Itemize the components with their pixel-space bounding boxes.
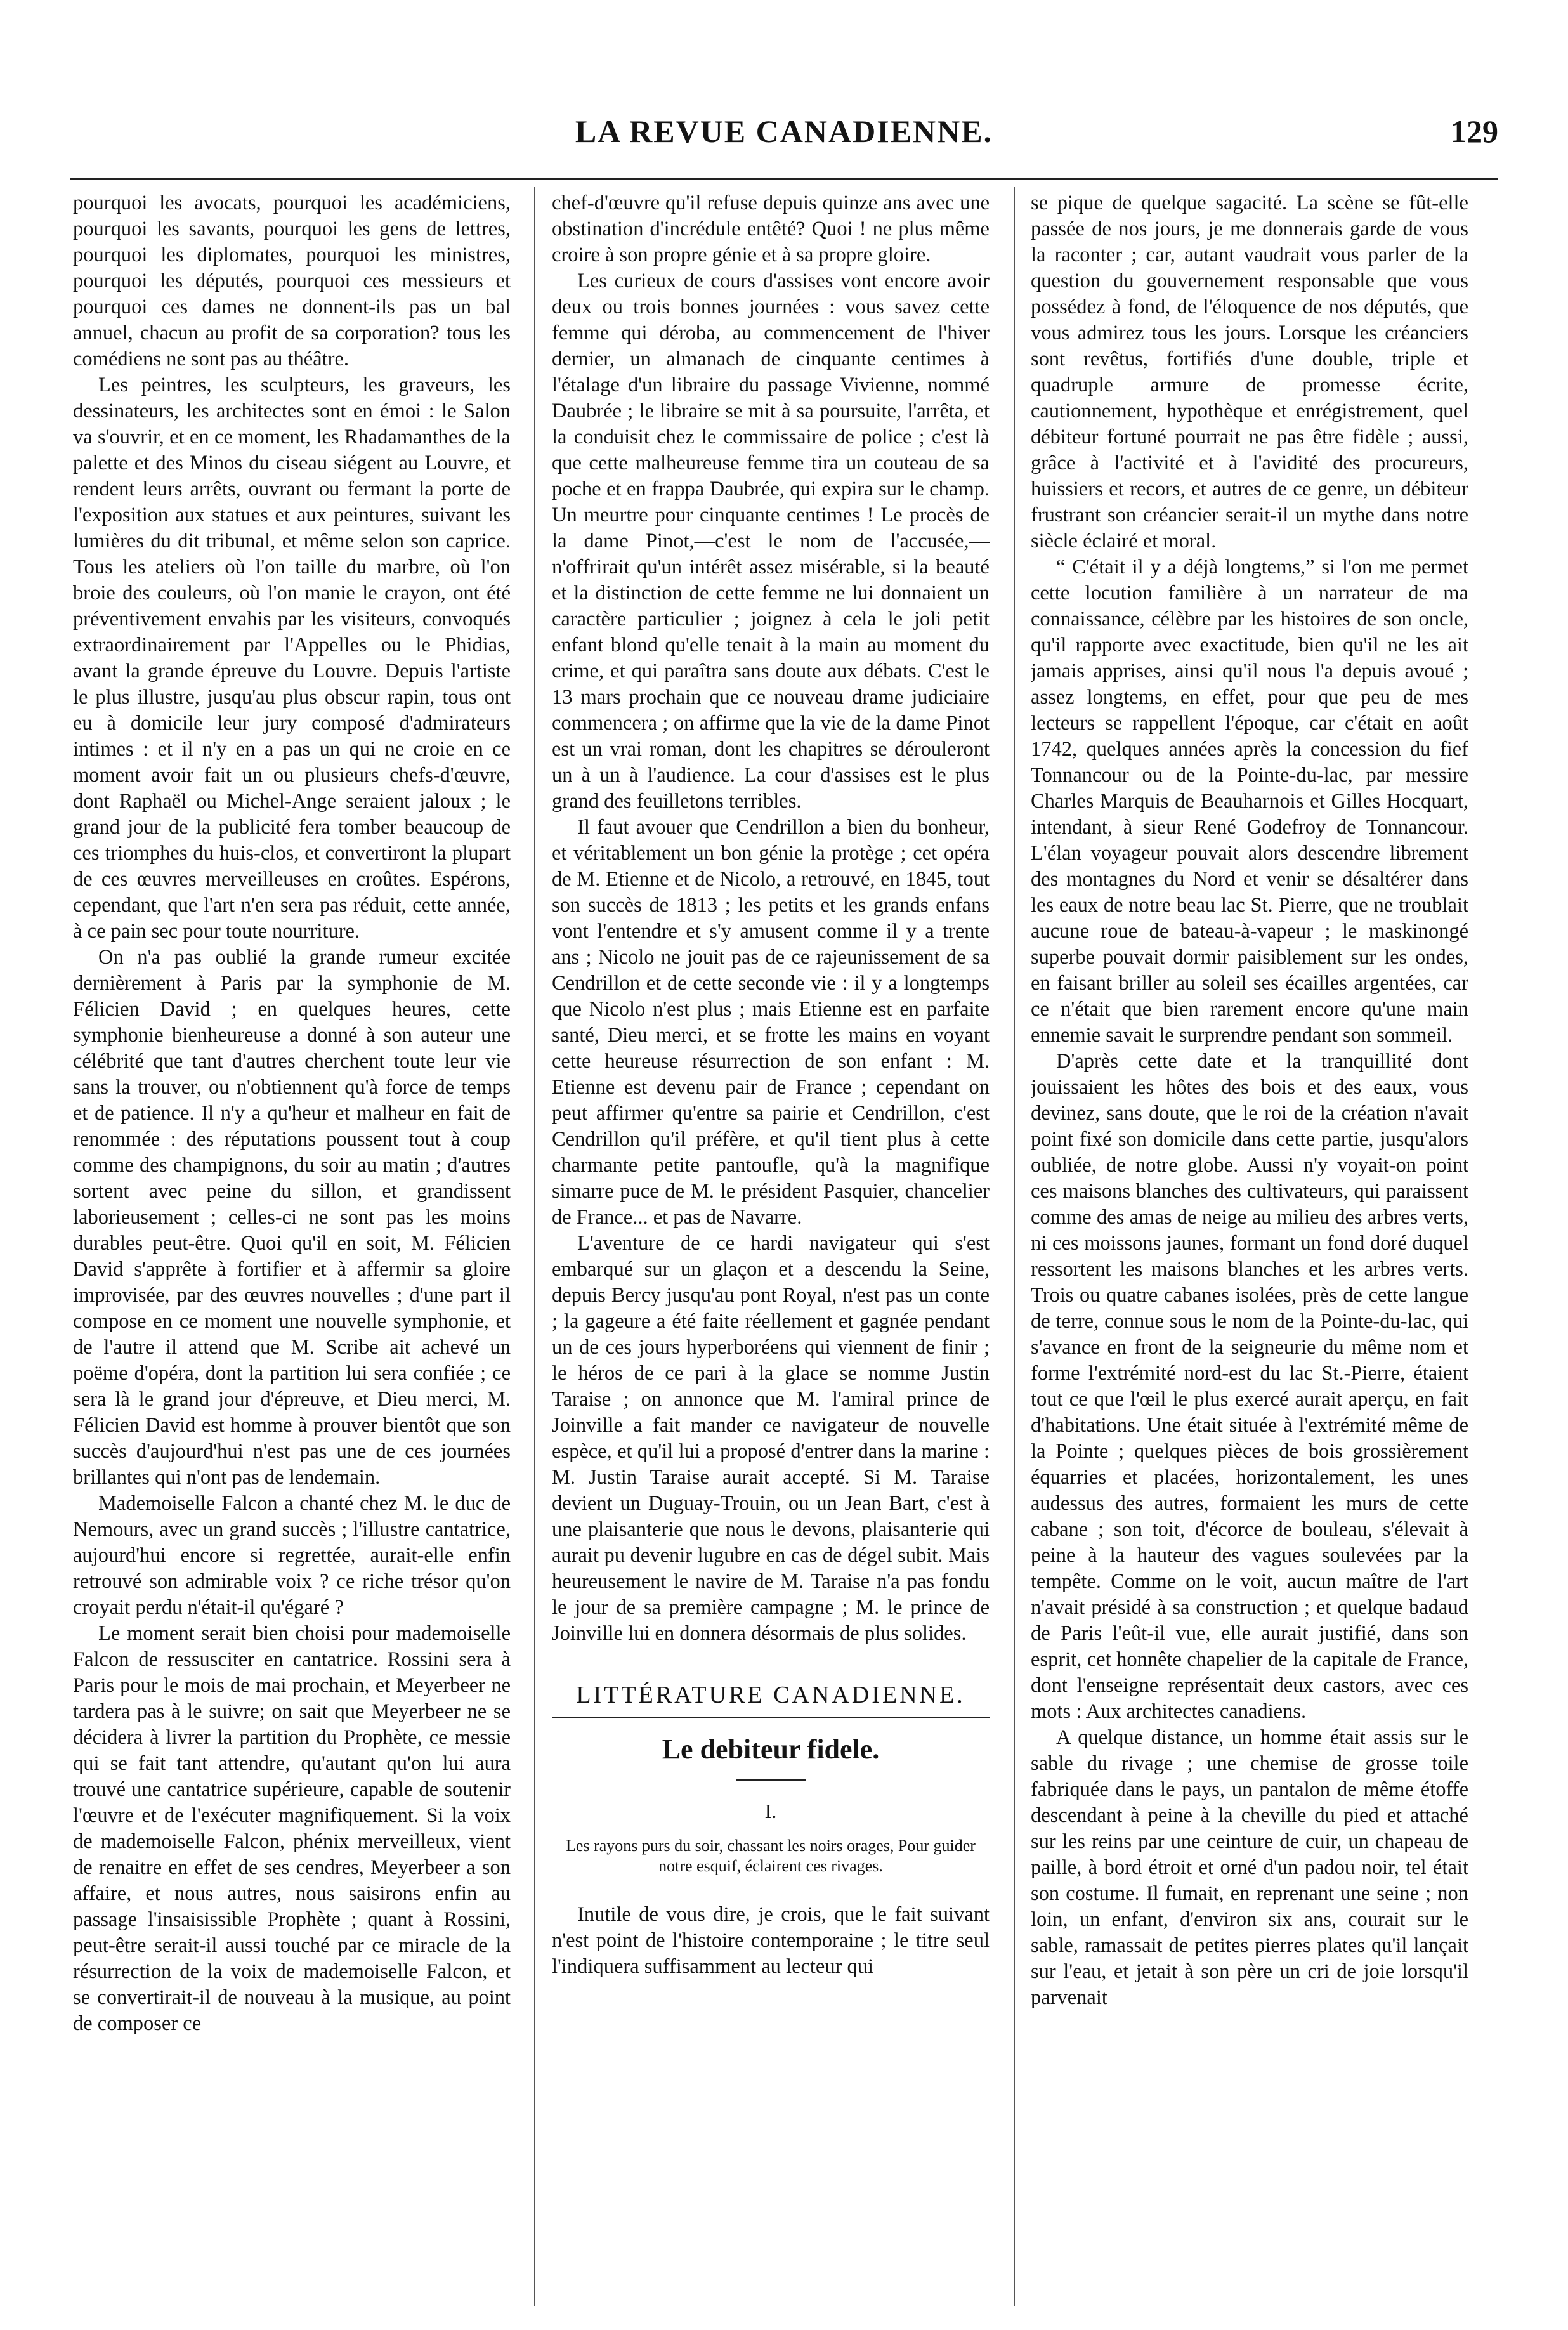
paragraph: D'après cette date et la tranquillité dont jouissaient les hôtes des bois et des eaux, vous devinez, sans doute, que le roi de la création n'avait point fixé son domicile dans cette partie, jusqu'alors oubliée, de notre globe. Aussi n'y voyait-on point ces maisons blanches des cultivateurs, qui paraissent comme des amas de neige au milieu des arbres verts, ni ces moissons jaunes, formant un fond doré duquel ressortent les maisons blanches et les arbres verts. Trois ou quatre cabanes isolées, près de cette langue de terre, connue sous le nom de la Pointe-du-lac, qui s'avance en front de la seigneurie du même nom et forme l'extrémité nord-est du lac St.-Pierre, étaient tout ce que l'œil le plus exercé aurait aperçu, en fait d'habitations. Une était située à l'extrémité même de la Pointe ; quelques pièces de bois grossièrement équarries et placées, horizontalement, les unes audessus des autres, formaient les murs de cette cabane ; son toit, d'écorce de bouleau, s'élevait à peine à la hauteur des vagues soulevées par la tempête. Comme on le voit, aucun maître de l'art n'avait présidé à sa construction ; et quelque badaud de Paris l'eût-il vue, elle aurait justifié, dans son esprit, cet honnête chapelier de la capitale de France, dont l'enseigne représentait deux castors, avec ces mots : Aux architectes canadiens. [1031, 1050, 1468, 1723]
column-divider [1014, 187, 1015, 2306]
paragraph: On n'a pas oublié la grande rumeur excitée dernièrement à Paris par la symphonie de M. Félicien David ; en quelques heures, cette symphonie bienheureuse a donné à son auteur une célébrité que tant d'autres cherchent toute leur vie sans la trouver, ou n'obtiennent qu'à force de temps et de patience. Il n'y a qu'heur et malheur en fait de renommée : des réputations poussent tout à coup comme des champignons, du soir au matin ; d'autres sortent avec peine du sillon, et grandissent laborieusement ; celles-ci ne sont pas les moins durables peut-être. Quoi qu'il en soit, M. Félicien David s'apprête à fortifier et à affermir sa gloire improvisée, par des œuvres nouvelles ; d'une part il compose en ce moment une nouvelle symphonie, et de l'autre il attend que M. Scribe ait achevé un poëme d'opéra, dont la partition lui sera confiée ; ce sera là le grand jour d'épreuve, et Dieu merci, M. Félicien David est homme à prouver bientôt que son succès d'aujourd'hui n'est pas une de ces journées brillantes qui n'ont pas de lendemain. [73, 946, 511, 1489]
paragraph: Les peintres, les sculpteurs, les graveurs, les dessinateurs, les architectes sont en émoi : le Salon va s'ouvrir, et en ce moment, les Rhadamanthes de la palette et des Minos du ciseau siégent au Louvre, et rendent leurs arrêts, ouvrant ou fermant la porte de l'exposition aux statues et aux peintures, suivant les lumières du dit tribunal, et même selon son caprice. Tous les ateliers où l'on taille du marbre, où l'on broie des couleurs, où l'on manie le crayon, ont été préventivement envahis par les visiteurs, convoqués extraordinairement par l'Appelles ou le Phidias, avant la grande épreuve du Louvre. Depuis l'artiste le plus illustre, jusqu'au plus obscur rapin, tous ont eu à domicile leur jury composé d'admirateurs intimes : et il n'y en a pas un qui ne croie en ce moment avoir fait un ou plusieurs chefs-d'œuvre, dont Raphaël ou Michel-Ange seraient jaloux ; le grand jour de la publicité fera tomber beaucoup de ces triomphes du huis-clos, et convertiront la plupart de ces œuvres merveilleuses en croûtes. Espérons, cependant, que l'art n'en sera pas réduit, cette année, à ce pain sec pour toute nourriture. [73, 374, 511, 943]
section-rule [552, 1717, 990, 1718]
paragraph: Inutile de vous dire, je crois, que le fait suivant n'est point de l'histoire contemporaine ; le titre seul l'indiquera suffisamment au lecteur qui [552, 1903, 990, 1978]
title-rule [736, 1779, 806, 1781]
paragraph: A quelque distance, un homme était assis sur le sable du rivage ; une chemise de grosse toile fabriquée dans le pays, un pantalon de même étoffe descendant à peine à la cheville du pied et attaché sur les reins par une ceinture de cuir, un chapeau de paille, à bord étroit et orné d'un padou noir, tel était son costume. Il fumait, en reprenant une seine ; non loin, un enfant, d'environ six ans, courait sur le sable, ramassait de petites pierres plates qu'il lançait sur l'eau, et jetait à son père un cri de joie lorsqu'il parvenait [1031, 1726, 1468, 2009]
paragraph: L'aventure de ce hardi navigateur qui s'est embarqué sur un glaçon et a descendu la Seine, depuis Bercy jusqu'au pont Royal, n'est pas un conte ; la gageure a été faite réellement et gagnée pendant un de ces jours hyperboréens qui viennent de finir ; le héros de ce pari à la glace se nomme Justin Taraise ; on annonce que M. l'amiral prince de Joinville a fait mander ce navigateur de nouvelle espèce, et qu'il lui a proposé d'entrer dans la marine : M. Justin Taraise aurait accepté. Si M. Taraise devient un Duguay-Trouin, ou un Jean Bart, c'est à une plaisanterie que nous le devons, plaisanterie qui aurait pu devenir lugubre en cas de dégel subit. Mais heureusement le navire de M. Taraise n'a pas fondu le jour de sa première campagne ; M. le prince de Joinville lui en donnera désormais de plus solides. [552, 1232, 990, 1645]
column-1 [73, 190, 511, 2303]
column-divider [534, 187, 535, 2306]
section-rule [552, 1666, 990, 1672]
page-number: 129 [1451, 114, 1498, 149]
paragraph: Il faut avouer que Cendrillon a bien du bonheur, et véritablement un bon génie la protège ; cet opéra de M. Etienne et de Nicolo, a retrouvé, en 1845, tout son succès de 1813 ; les petits et les grands enfans vont l'entendre et s'y amusent comme il y a trente ans ; Nicolo ne jouit pas de ce rajeunissement de sa Cendrillon et de cette seconde vie : il y a longtemps que Nicolo n'est plus ; mais Etienne est en parfaite santé, Dieu merci, et se frotte les mains en voyant cette heureuse résurrection de son enfant : M. Etienne est devenu pair de France ; cependant on peut affirmer qu'entre sa pairie et Cendrillon, c'est Cendrillon qu'il préfère, et qu'il tient plus à cette charmante petite pantoufle, qu'à la magnifique simarre puce de M. le président Pasquier, chancelier de France... et pas de Navarre. [552, 816, 990, 1229]
paragraph: se pique de quelque sagacité. La scène se fût-elle passée de nos jours, je me donnerais garde de vous la raconter ; car, autant vaudrait vous parler de la question du gouvernement responsable que vous possédez à fond, de l'éloquence de nos députés, que vous admirez tous les jours. Lorsque les créanciers sont revêtus, fortifiés d'une double, triple et quadruple armure de promesse écrite, cautionnement, hypothèque et enrégistrement, quel débiteur fortuné pourrait ne pas être fidèle ; aussi, grâce à l'activité et à l'avidité des procureurs, huissiers et recors, et autres de ce genre, un débiteur frustrant son créancier serait-il un mythe dans notre siècle éclairé et moral. [1031, 192, 1468, 553]
epigraph: Les rayons purs du soir, chassant les noirs orages, Pour guider notre esquif, éclairent ces rivages. [566, 1836, 976, 1875]
page-header [70, 113, 1498, 176]
story-title: Le debiteur fidele. [662, 1734, 880, 1765]
section-title: LITTÉRATURE CANADIENNE. [576, 1682, 965, 1708]
paragraph: Les curieux de cours d'assises vont encore avoir deux ou trois bonnes journées : vous savez cette femme qui déroba, au commencement de l'hiver dernier, un almanach de cinquante centimes à l'étalage d'un libraire du passage Vivienne, nommé Daubrée ; le libraire se mit à sa poursuite, l'arrêta, et la conduisit chez le commissaire de police ; c'est là que cette malheureuse femme tira un couteau de sa poche et en frappa Daubrée, qui expira sur le champ. Un meurtre pour cinquante centimes ! Le procès de la dame Pinot,—c'est le nom de l'accusée,—n'offrirait qu'un intérêt assez misérable, si la beauté et la distinction de cette femme ne lui donnaient un caractère particulier ; joignez à cela le joli petit enfant blond qu'elle tenait à la main au moment du crime, et qui paraîtra sans doute aux débats. C'est le 13 mars prochain que ce nouveau drame judiciaire commencera ; on affirme que la vie de la dame Pinot est un vrai roman, dont les chapitres se dérouleront un à un à l'audience. La cour d'assises est le plus grand des feuilletons terribles. [552, 270, 990, 813]
paragraph: “ C'était il y a déjà longtems,” si l'on me permet cette locution familière à un narrateur de ma connaissance, célèbre par les histoires de son oncle, qu'il rapporte avec exactitude, bien qu'il ne les ait jamais apprises, ainsi qu'il nous l'a depuis avoué ; assez longtems, en effet, pour que peu de mes lecteurs se rappellent l'époque, car c'était en août 1742, quelques années après la concession du fief Tonnancour ou de la Pointe-du-lac, par messire Charles Marquis de Beauharnois et Gilles Hocquart, intendant, à sieur René Godefroy de Tonnancour. L'élan voyageur pouvait alors descendre librement des montagnes du Nord et venir se désaltérer dans les eaux de notre beau lac St. Pierre, que ne troublait aucune roue de bateau-à-vapeur ; le maskinongé superbe pouvait dormir paisiblement sur les ondes, en faisant briller au soleil ses écailles argentées, car ce n'était que bien rarement encore qu'une main ennemie savait le surprendre pendant son sommeil. [1031, 556, 1468, 1047]
header-rule [70, 178, 1498, 180]
paragraph: pourquoi les avocats, pourquoi les académiciens, pourquoi les savants, pourquoi les gens de lettres, pourquoi les diplomates, pourquoi les ministres, pourquoi les députés, pourquoi ces messieurs et pourquoi ces dames ne donnent-ils pas un bal annuel, chacun au profit de sa corporation? tous les comédiens ne sont pas au théâtre. [73, 192, 511, 370]
paragraph: Le moment serait bien choisi pour mademoiselle Falcon de ressusciter en cantatrice. Rossini sera à Paris pour le mois de mai prochain, et Meyerbeer ne tardera pas à le suivre; on sait que Meyerbeer ne se décidera à livrer la partition du Prophète, ce messie qui se fait tant attendre, qu'autant qu'on lui aura trouvé une cantatrice supérieure, capable de soutenir l'œuvre et de l'exécuter magnifiquement. Si la voix de mademoiselle Falcon, phénix merveilleux, vient de renaitre en effet de ses cendres, Meyerbeer a son affaire, et nous autres, nous saisirons enfin au passage l'insaisissible Prophète ; quant à Rossini, peut-être serait-il aussi touché par ce miracle de la résurrection de la voix de mademoiselle Falcon, et se convertirait-il de nouveau à la musique, au point de composer ce [73, 1622, 511, 2035]
chapter-number: I. [764, 1800, 777, 1823]
column-3 [1031, 190, 1468, 2303]
column-2 [552, 190, 990, 2303]
paragraph: Mademoiselle Falcon a chanté chez M. le duc de Nemours, avec un grand succès ; l'illustre cantatrice, aujourd'hui encore si regrettée, aurait-elle enfin retrouvé son admirable voix ? ce riche trésor qu'on croyait perdu n'était-il qu'égaré ? [73, 1492, 511, 1619]
paragraph: chef-d'œuvre qu'il refuse depuis quinze ans avec une obstination d'incrédule entêté? Quoi ! ne plus même croire à son propre génie et à sa propre gloire. [552, 192, 990, 266]
running-title: LA REVUE CANADIENNE. [575, 114, 993, 149]
